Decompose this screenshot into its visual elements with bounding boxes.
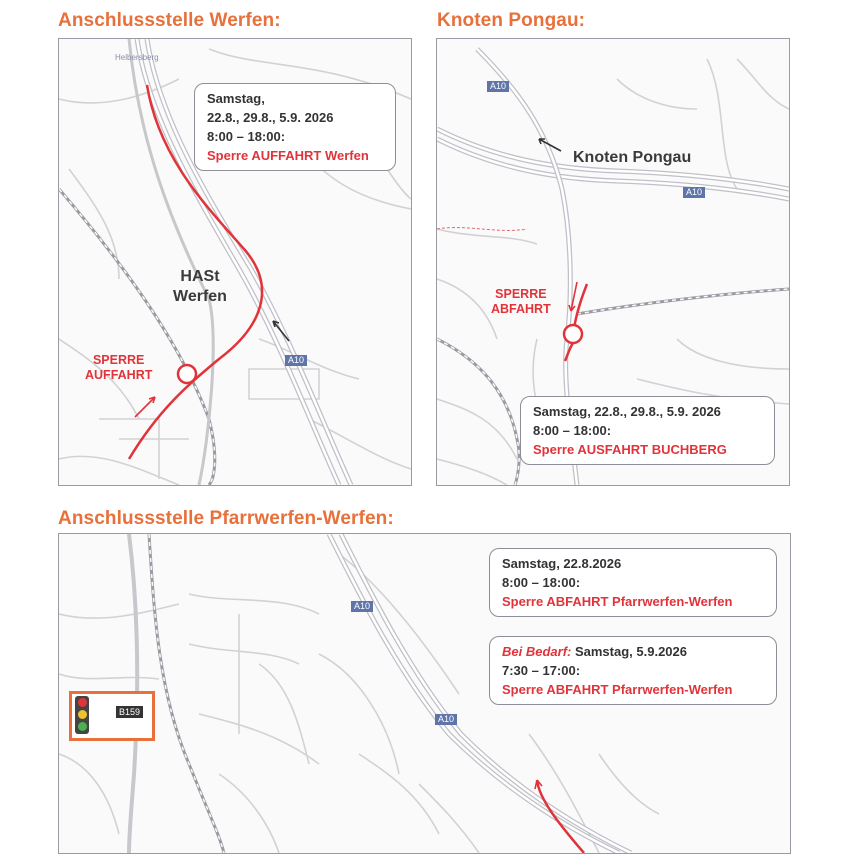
sperre-line1: SPERRE [92,353,145,367]
road-badge-a10-pongau-1: A10 [487,81,509,92]
callout-werfen-line1: Samstag, [207,91,265,106]
callout-pongau [520,396,775,465]
junction-label-line2: Werfen [173,288,227,305]
callout-werfen-line4: Sperre AUFFAHRT Werfen [207,148,369,163]
callout-pfarr2-line1 [502,642,764,661]
callout-werfen-line3: 8:00 – 18:00: [207,129,286,144]
junction-label-hast-werfen [173,267,227,307]
callout-pfarr2-date: Samstag, 5.9.2026 [571,644,687,659]
sperre-pongau-line2: ABFAHRT [491,302,551,316]
road-badge-a10-pfarr-1: A10 [351,601,373,612]
map-panel-werfen[interactable] [58,38,412,486]
callout-werfen [194,83,396,171]
callout-pfarr1-line1: Samstag, 22.8.2026 [502,556,622,571]
heading-werfen: Anschlussstelle Werfen: [58,10,281,31]
callout-pfarr1-line2: 8:00 – 18:00: [502,575,581,590]
traffic-light-red [78,698,87,707]
callout-pfarr1-line3: Sperre ABFAHRT Pfarrwerfen-Werfen [502,594,733,609]
callout-pongau-line2: 8:00 – 18:00: [533,423,612,438]
callout-pfarrwerfen-2 [489,636,777,705]
callout-werfen-line2: 22.8., 29.8., 5.9. 2026 [207,110,334,125]
traffic-light-yellow [78,710,87,719]
traffic-light-icon [75,696,89,734]
callout-pfarr2-prefix: Bei Bedarf: [502,644,572,659]
heading-pongau: Knoten Pongau: [437,10,586,31]
road-badge-a10-pfarr-2: A10 [435,714,457,725]
callout-pfarr2-line3: Sperre ABFAHRT Pfarrwerfen-Werfen [502,682,733,697]
sperre-line2: AUFFAHRT [85,368,153,382]
junction-label-knoten-pongau: Knoten Pongau [573,149,692,166]
sperre-abfahrt-label [491,287,551,317]
callout-pongau-line1: Samstag, 22.8., 29.8., 5.9. 2026 [533,404,721,419]
road-badge-a10: A10 [285,355,307,366]
map-panel-pfarrwerfen[interactable] [58,533,791,854]
road-badge-a10-pongau-2: A10 [683,187,705,198]
callout-pfarrwerfen-1 [489,548,777,617]
callout-pfarr2-line2: 7:30 – 17:00: [502,663,581,678]
callout-pongau-line3: Sperre AUSFAHRT BUCHBERG [533,442,727,457]
sperre-pongau-line1: SPERRE [495,287,547,301]
sperre-auffahrt-label [85,353,152,383]
heading-pfarrwerfen: Anschlussstelle Pfarrwerfen-Werfen: [58,508,394,529]
map-panel-pongau[interactable] [436,38,790,486]
town-label-helbersberg: Helbersberg [115,53,159,62]
traffic-light-box [69,691,155,741]
road-badge-b159: B159 [116,706,143,718]
traffic-light-green [78,722,87,731]
junction-label-line1: HASt [180,268,220,285]
